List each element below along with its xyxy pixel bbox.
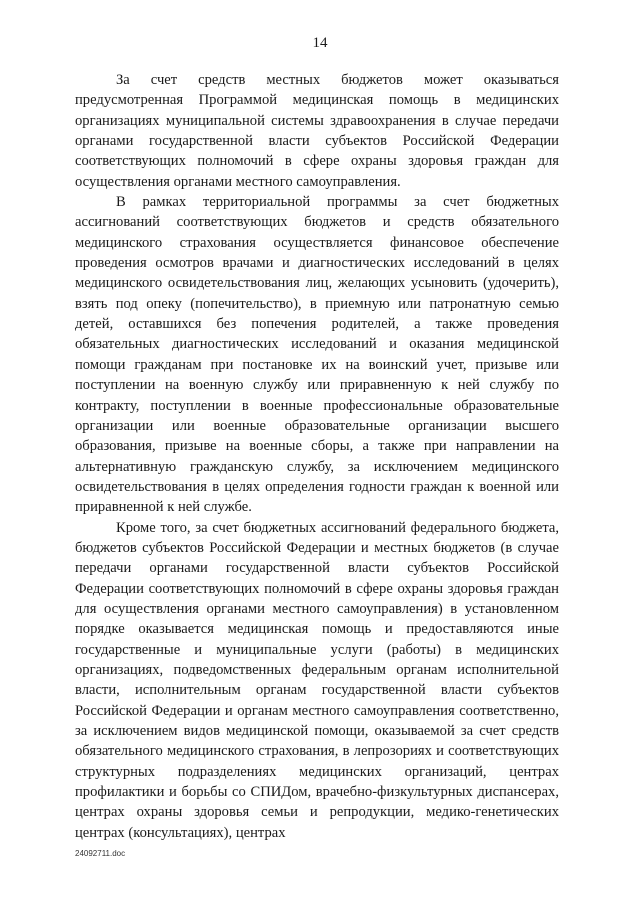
paragraph-local-budgets: За счет средств местных бюджетов может оказываться предусмотренная Программой медицинская помощь в медицинских организациях муниципальной системы здравоохранения в случае передачи органами государственной власти субъектов Российской Федерации соответствующих полномочий в сфере охраны здоровья граждан для осуществления органами местного самоуправления. (75, 72, 559, 190)
paragraph-territorial-program: В рамках территориальной программы за счет бюджетных ассигнований соответствующих бюджетов и средств обязательного медицинского страхования осуществляется финансовое обеспечение проведения осмотров врачами и диагностических исследований в целях медицинского освидетельствования лиц, желающих усыновить (удочерить), взять под опеку (попечительство), в приемную или патронатную семью детей, оставшихся без попечения родителей, а также проведения обязательных диагностических исследований и оказания медицинской помощи гражданам при постановке их на воинский учет, призыве или поступлении на военную службу или приравненную к ней службу по контракту, поступлении в военные профессиональные образовательные организации или военные образовательные организации высшего образования, призыве на военные сборы, а также при направлении на альтернативную гражданскую службу, за исключением медицинского освидетельствования в целях определения годности граждан к военной или приравненной к ней службе. (75, 194, 559, 516)
document-body (75, 70, 559, 843)
page-number: 14 (312, 35, 328, 51)
paragraph-federal-budget: Кроме того, за счет бюджетных ассигнований федерального бюджета, бюджетов субъектов Российской Федерации и местных бюджетов (в случае передачи органами государственной власти субъектов Российской Федерации соответствующих полномочий в сфере охраны здоровья граждан для осуществления органами местного самоуправления) в установленном порядке оказывается медицинская помощь и предоставляются иные государственные и муниципальные услуги (работы) в медицинских организациях, подведомственных федеральным органам исполнительной власти, исполнительным органам государственной власти субъектов Российской Федерации и органам местного самоуправления соответственно, за исключением видов медицинской помощи, оказываемой за счет средств обязательного медицинского страхования, в лепрозориях и соответствующих структурных подразделениях медицинских организаций, центрах профилактики и борьбы со СПИДом, врачебно-физкультурных диспансерах, центрах охраны здоровья семьи и репродукции, медико-генетических центрах (консультациях), центрах (75, 519, 559, 841)
footer-file-name: 24092711.doc (75, 849, 126, 858)
